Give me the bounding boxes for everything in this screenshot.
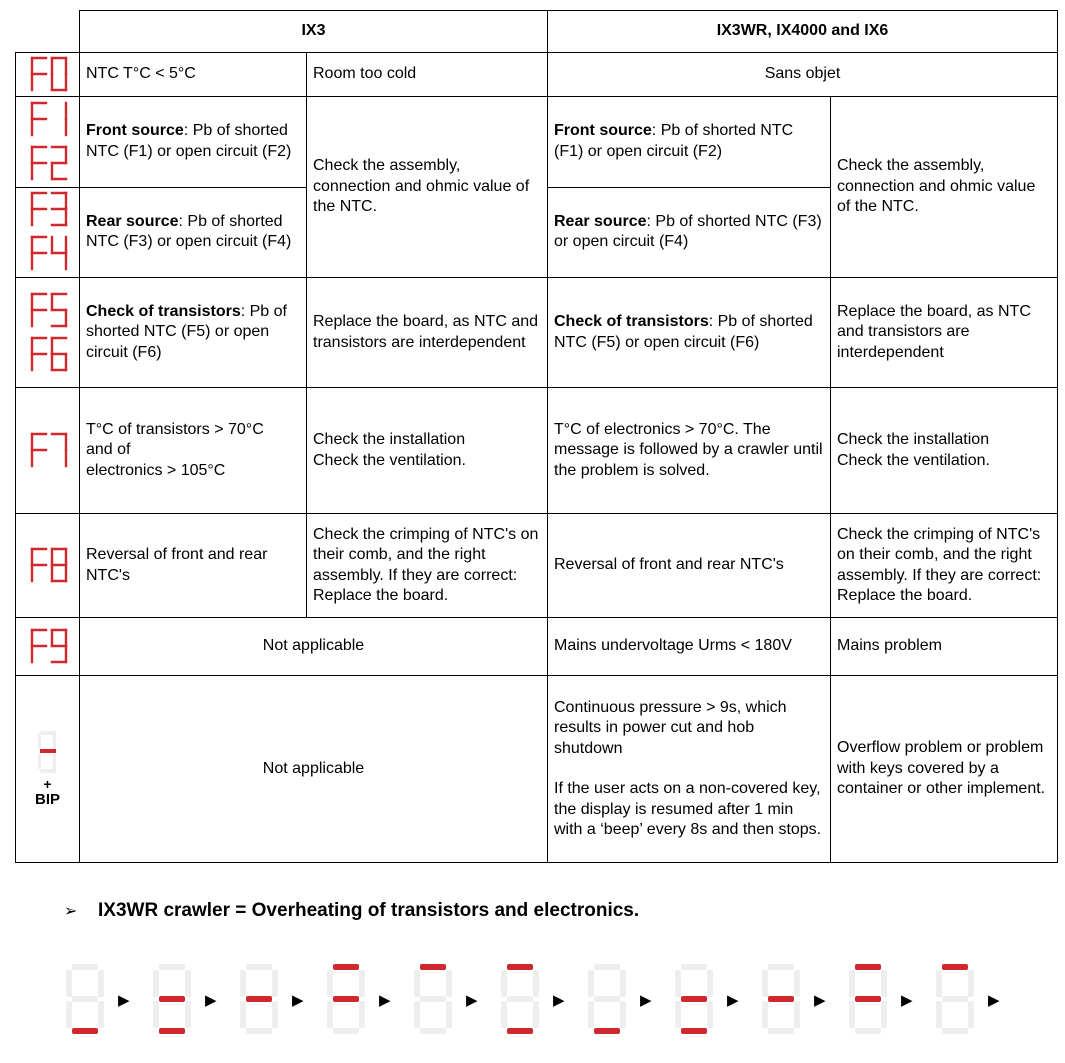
crawler-segment-a [72,964,98,970]
crawler-segment-e [849,1001,855,1028]
f7-ix3-cause-line1: T°C of transistors > 70°C [86,420,264,438]
f12-ix3-cause [80,97,307,188]
bip-ix3wr-cause-p2: If the user acts on a non-covered key, the display is resumed after 1 min with a ‘beep’ every 8s and then stops. [554,780,822,838]
bullet-arrow-icon: ➢ [64,903,78,920]
crawler-segment-f [414,970,420,997]
f7-ix3-action-line1: Check the installation [313,431,466,448]
f56-ix3wr-cause [548,278,831,388]
code-f8 [16,514,80,618]
bip-ix3wr-cause-p1: Continuous pressure > 9s, which results in power cut and hob shutdown [554,698,787,757]
bip-segment-off [53,733,56,749]
code-f3-f4-glyphs [16,191,79,273]
fault-code-glyph [26,235,70,273]
crawler-segment-c [185,1001,191,1028]
crawler-segment-d [594,1028,620,1034]
crawler-arrow-icon: ▶ [292,991,304,1009]
f0-ix3-cause: NTC T°C < 5°C [80,53,307,97]
code-f0-glyph [16,56,79,94]
f12-ix3-cause-bold: Front source [86,122,184,140]
f7-ix3wr-action [831,388,1058,514]
crawler-segment-f [936,970,942,997]
f9-ix3wr-cause: Mains undervoltage Urms < 180V [548,618,831,676]
crawler-segment-d [420,1028,446,1034]
f12-ix3-cause-rest: : Pb of shorted NTC (F1) or open circuit (F2) [86,122,292,160]
crawler-segment-e [66,1001,72,1028]
crawler-segment-d [681,1028,707,1034]
crawler-segment-c [446,1001,452,1028]
header-corner [16,11,80,53]
crawler-segment-f [588,970,594,997]
bip-segment-off [53,753,56,769]
fault-code-glyph [26,547,70,585]
crawler-segment-b [620,970,626,997]
f12-ix3wr-cause [548,97,830,187]
f56-ix3-action: Replace the board, as NTC and transistors are interdependent [307,278,548,388]
f1-4-ix3-action: Check the assembly, connection and ohmic value of the NTC. [307,97,548,278]
f0-ix3wr: Sans objet [548,53,1058,97]
fault-code-glyph [26,101,70,139]
crawler-segment-e [675,1001,681,1028]
code-f3-f4 [16,187,80,278]
crawler-segment-e [588,1001,594,1028]
crawler-segment-d [159,1028,185,1034]
crawler-segment-a [681,964,707,970]
crawler-segment-c [620,1001,626,1028]
crawler-arrow-icon: ▶ [901,991,913,1009]
crawler-segment-b [968,970,974,997]
code-f1-f2 [16,97,80,188]
bip-ix3wr-cause [548,676,831,863]
crawler-segment-g [420,996,446,1002]
crawler-segment-c [359,1001,365,1028]
bip-segment-off [38,733,41,749]
crawler-segment-c [794,1001,800,1028]
code-bip-glyph [36,729,60,773]
f56-ix3wr-cause-bold: Check of transistors [554,313,709,330]
crawler-arrow-icon: ▶ [814,991,826,1009]
header-ix3wr: IX3WR, IX4000 and IX6 [548,11,1058,53]
f12-ix3wr-cause-bold: Front source [554,122,652,140]
f8-ix3-cause: Reversal of front and rear NTC's [80,514,307,618]
crawler-segment-c [707,1001,713,1028]
crawler-segment-b [533,970,539,997]
crawler-segment-g [72,996,98,1002]
crawler-segment-b [446,970,452,997]
code-f9 [16,618,80,676]
f56-ix3-cause [80,278,307,388]
crawler-segment-a [855,964,881,970]
crawler-segment-d [333,1028,359,1034]
crawler-segment-f [66,970,72,997]
crawler-arrow-icon: ▶ [466,991,478,1009]
f34-ix3-cause-bold: Rear source [86,212,179,230]
f9-ix3wr-action: Mains problem [831,618,1058,676]
header-ix3: IX3 [80,11,548,53]
fault-code-glyph [26,145,70,183]
crawler-segment-e [327,1001,333,1028]
f7-ix3-action [307,388,548,514]
crawler-segment-b [272,970,278,997]
crawler-segment-b [98,970,104,997]
crawler-sequence [62,960,1042,1040]
f34-ix3wr-cause [548,187,830,277]
crawler-segment-b [881,970,887,997]
crawler-segment-g [681,996,707,1002]
crawler-segment-b [185,970,191,997]
row-f9 [16,618,1058,676]
crawler-segment-d [855,1028,881,1034]
f7-ix3-action-line2: Check the ventilation. [313,451,466,469]
crawler-segment-e [762,1001,768,1028]
f1-4-ix3wr-cause [548,97,831,278]
crawler-segment-a [507,964,533,970]
fault-code-table [15,10,1058,863]
code-bip [16,676,80,863]
f34-ix3wr-cause-rest: : Pb of shorted NTC (F3) or open circuit (F4) [554,212,822,251]
row-f5-f6 [16,278,1058,388]
code-f5-f6-glyphs [16,292,79,374]
crawler-segment-a [594,964,620,970]
code-bip-glyph-wrap [16,729,79,809]
crawler-segment-g [333,996,359,1002]
crawler-arrow-icon: ▶ [727,991,739,1009]
f56-ix3wr-action: Replace the board, as NTC and transistors are interdependent [831,278,1058,388]
row-f0 [16,53,1058,97]
bip-label: BIP [34,791,60,808]
f56-ix3-cause-rest: : Pb of shorted NTC (F5) or open circuit (F6) [86,302,287,361]
crawler-segment-g [159,996,185,1002]
crawler-segment-f [153,970,159,997]
f34-ix3wr-cause-bold: Rear source [554,212,647,230]
fault-code-glyph [26,292,70,330]
crawler-segment-c [881,1001,887,1028]
crawler-segment-d [768,1028,794,1034]
bip-dash-digit-icon [36,729,60,773]
crawler-segment-b [707,970,713,997]
crawler-segment-g [768,996,794,1002]
f7-ix3wr-action-line1: Check the installation [837,431,990,448]
crawler-segment-a [942,964,968,970]
crawler-arrow-icon: ▶ [118,991,130,1009]
crawler-segment-e [936,1001,942,1028]
f8-ix3wr-cause: Reversal of front and rear NTC's [548,514,831,618]
crawler-segment-b [359,970,365,997]
crawler-segment-f [762,970,768,997]
f56-ix3wr-cause-rest: : Pb of shorted NTC (F5) or open circuit (F6) [554,313,813,351]
crawler-arrow-icon: ▶ [553,991,565,1009]
crawler-segment-g [594,996,620,1002]
f34-ix3-cause [80,187,307,278]
bip-segment-off [40,769,56,773]
code-f5-f6 [16,278,80,388]
crawler-segment-g [246,996,272,1002]
crawler-segment-g [942,996,968,1002]
f1-4-ix3wr-action: Check the assembly, connection and ohmic value of the NTC. [831,97,1058,278]
crawler-segment-f [240,970,246,997]
code-f7-glyph [16,432,79,470]
code-f8-glyph [16,547,79,585]
crawler-segment-f [849,970,855,997]
crawler-segment-a [159,964,185,970]
crawler-segment-d [246,1028,272,1034]
crawler-segment-c [98,1001,104,1028]
crawler-arrow-icon: ▶ [205,991,217,1009]
crawler-segment-f [501,970,507,997]
crawler-segment-d [942,1028,968,1034]
fault-code-glyph [26,432,70,470]
crawler-arrow-icon: ▶ [988,991,1000,1009]
crawler-arrow-icon: ▶ [640,991,652,1009]
row-bip [16,676,1058,863]
crawler-segment-c [968,1001,974,1028]
f7-ix3wr-action-line2: Check the ventilation. [837,451,990,469]
crawler-segment-e [414,1001,420,1028]
row-f8 [16,514,1058,618]
code-f7 [16,388,80,514]
crawler-note [64,900,639,922]
crawler-segment-e [240,1001,246,1028]
crawler-segment-f [675,970,681,997]
crawler-segment-b [794,970,800,997]
crawler-segment-a [420,964,446,970]
bip-plus: + [43,776,52,792]
f34-ix3-cause-rest: : Pb of shorted NTC (F3) or open circuit (F4) [86,212,292,251]
crawler-segment-a [768,964,794,970]
f8-ix3wr-action: Check the crimping of NTC's on their comb, and the right assembly. If they are correct: Replace the board. [831,514,1058,618]
fault-code-glyph [26,191,70,229]
crawler-segment-g [855,996,881,1002]
row-f1-f2 [16,97,1058,188]
crawler-segment-d [507,1028,533,1034]
bip-ix3wr-action: Overflow problem or problem with keys covered by a container or other implement. [831,676,1058,863]
f9-ix3: Not applicable [80,618,548,676]
header-row [16,11,1058,53]
fault-code-glyph [26,56,70,94]
crawler-segment-a [246,964,272,970]
f7-ix3wr-cause: T°C of electronics > 70°C. The message is followed by a crawler until the problem is solved. [548,388,831,514]
f7-ix3-cause-line2: and of [86,441,131,459]
crawler-segment-a [333,964,359,970]
f7-ix3-cause-line3: electronics > 105°C [86,461,226,479]
fault-code-glyph [26,628,70,666]
code-f9-glyph [16,628,79,666]
crawler-segment-c [533,1001,539,1028]
crawler-note-text: IX3WR crawler = Overheating of transistors and electronics. [98,900,640,921]
code-f0 [16,53,80,97]
f12-ix3wr-cause-rest: : Pb of shorted NTC (F1) or open circuit (F2) [554,122,794,160]
crawler-segment-e [501,1001,507,1028]
crawler-arrow-icon: ▶ [379,991,391,1009]
f0-ix3-action: Room too cold [307,53,548,97]
crawler-segment-c [272,1001,278,1028]
crawler-segment-d [72,1028,98,1034]
crawler-segment-e [153,1001,159,1028]
f7-ix3-cause [80,388,307,514]
bip-ix3: Not applicable [80,676,548,863]
crawler-segment-f [327,970,333,997]
bip-segment-g [40,749,56,753]
crawler-segment-g [507,996,533,1002]
row-f7 [16,388,1058,514]
f8-ix3-action: Check the crimping of NTC's on their comb, and the right assembly. If they are correct: Replace the board. [307,514,548,618]
fault-code-glyph [26,336,70,374]
code-f1-f2-glyphs [16,101,79,183]
bip-segment-off [38,753,41,769]
f56-ix3-cause-bold: Check of transistors [86,302,241,320]
